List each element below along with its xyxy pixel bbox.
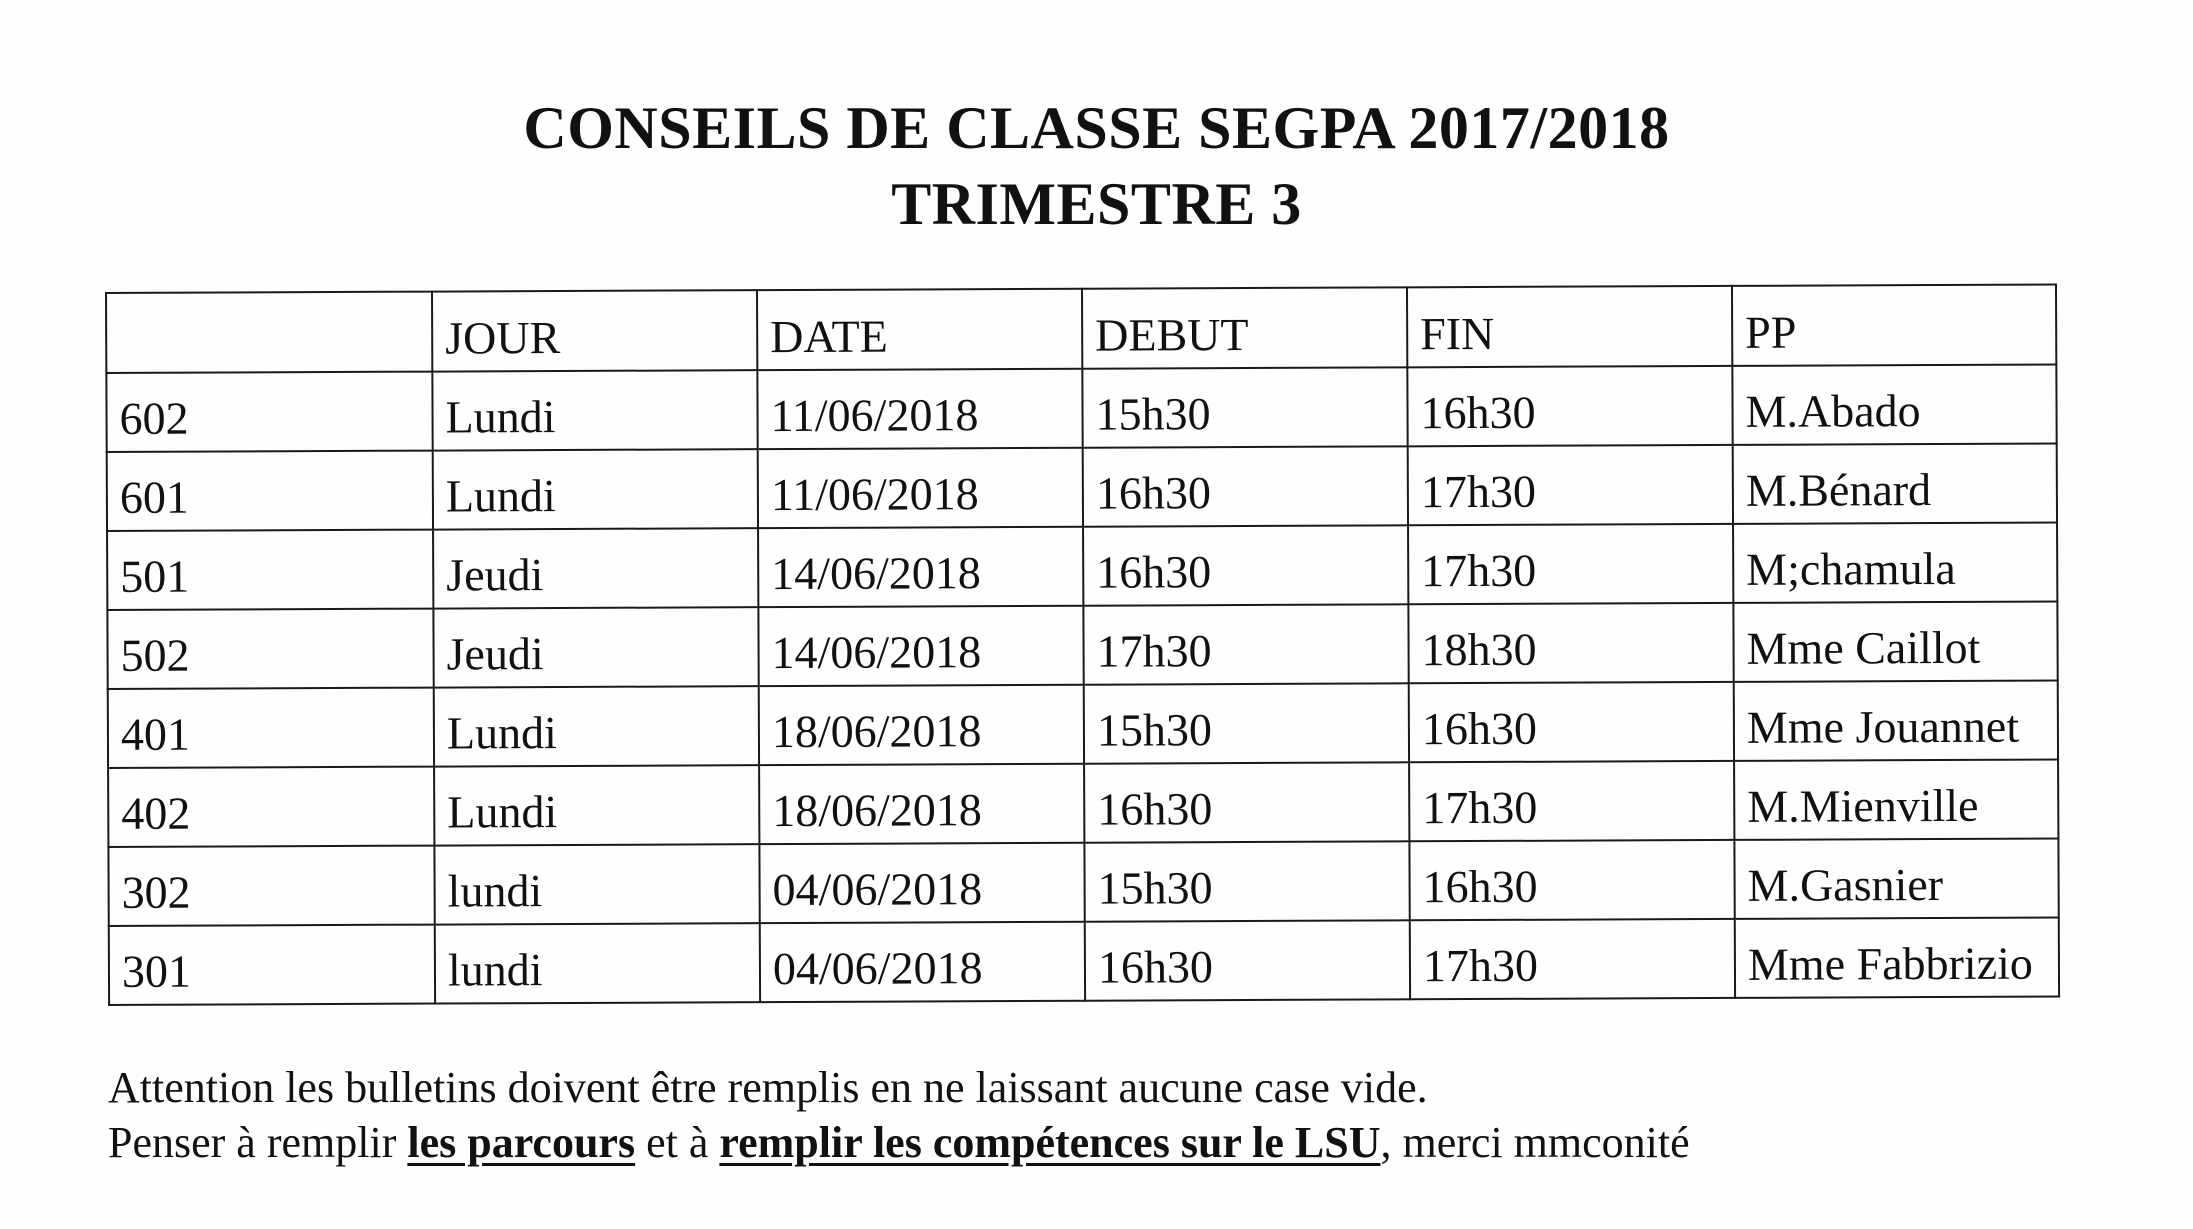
header-jour: JOUR	[432, 290, 757, 371]
cell-debut: 16h30	[1083, 446, 1408, 526]
cell-fin: 18h30	[1408, 603, 1733, 683]
cell-jour: Lundi	[432, 370, 757, 450]
cell-date: 04/06/2018	[759, 843, 1084, 923]
cell-fin: 17h30	[1410, 919, 1735, 999]
note-line-2	[108, 1117, 1690, 1168]
cell-class: 302	[108, 846, 434, 926]
cell-jour: Lundi	[434, 686, 759, 766]
cell-fin: 17h30	[1409, 761, 1734, 841]
note-text: et à	[635, 1118, 720, 1167]
cell-date: 18/06/2018	[759, 685, 1084, 765]
cell-class: 402	[108, 767, 434, 847]
cell-class: 502	[107, 609, 433, 689]
cell-debut: 16h30	[1085, 920, 1410, 1000]
cell-debut: 17h30	[1083, 604, 1408, 684]
cell-pp: Mme Jouannet	[1734, 680, 2058, 760]
cell-date: 18/06/2018	[759, 764, 1084, 844]
table-row	[109, 917, 2059, 1005]
table-row	[108, 680, 2058, 768]
cell-date: 11/06/2018	[758, 448, 1083, 528]
header-date: DATE	[757, 289, 1082, 370]
table-row	[106, 364, 2056, 452]
cell-pp: M.Gasnier	[1734, 838, 2058, 918]
note-emphasis-lsu: remplir les compétences sur le LSU	[719, 1118, 1381, 1167]
cell-class: 401	[108, 688, 434, 768]
cell-date: 14/06/2018	[758, 527, 1083, 607]
cell-jour: Jeudi	[433, 528, 758, 608]
cell-date: 14/06/2018	[758, 606, 1083, 686]
document-title	[0, 90, 2193, 242]
note-emphasis-parcours: les parcours	[407, 1118, 636, 1167]
header-debut: DEBUT	[1082, 287, 1407, 368]
cell-debut: 15h30	[1082, 367, 1407, 447]
cell-pp: M.Mienville	[1734, 759, 2058, 839]
title-line-2: TRIMESTRE 3	[891, 171, 1302, 237]
cell-debut: 16h30	[1084, 762, 1409, 842]
cell-jour: lundi	[435, 923, 760, 1003]
cell-pp: M;chamula	[1733, 522, 2057, 602]
cell-fin: 17h30	[1408, 445, 1733, 525]
cell-class: 601	[107, 451, 433, 531]
header-fin: FIN	[1407, 286, 1732, 367]
cell-pp: Mme Caillot	[1733, 601, 2057, 681]
table-row	[107, 601, 2057, 689]
schedule-table	[105, 283, 2060, 1006]
table-row	[108, 838, 2058, 926]
cell-pp: Mme Fabbrizio	[1735, 917, 2059, 997]
cell-fin: 16h30	[1409, 840, 1734, 920]
cell-fin: 17h30	[1408, 524, 1733, 604]
table-header-row	[106, 284, 2056, 373]
cell-fin: 16h30	[1407, 366, 1732, 446]
cell-jour: Jeudi	[433, 607, 758, 687]
table-row	[108, 759, 2058, 847]
header-pp: PP	[1732, 284, 2056, 365]
cell-date: 04/06/2018	[760, 922, 1085, 1002]
table-row	[107, 443, 2057, 531]
cell-jour: Lundi	[433, 449, 758, 529]
note-text: Penser à remplir	[108, 1118, 408, 1167]
cell-class: 301	[109, 925, 435, 1005]
cell-class: 602	[106, 372, 432, 452]
title-line-1: CONSEILS DE CLASSE SEGPA 2017/2018	[523, 95, 1670, 161]
cell-pp: M.Bénard	[1733, 443, 2057, 523]
cell-fin: 16h30	[1409, 682, 1734, 762]
cell-date: 11/06/2018	[757, 369, 1082, 449]
cell-debut: 15h30	[1084, 683, 1409, 763]
cell-jour: lundi	[434, 844, 759, 924]
table-row	[107, 522, 2057, 610]
header-class	[106, 292, 432, 373]
cell-jour: Lundi	[434, 765, 759, 845]
cell-debut: 15h30	[1084, 841, 1409, 921]
note-line-1: Attention les bulletins doivent être remplis en ne laissant aucune case vide.	[108, 1063, 1428, 1112]
cell-debut: 16h30	[1083, 525, 1408, 605]
cell-class: 501	[107, 530, 433, 610]
note-text: , merci mmconité	[1380, 1118, 1690, 1167]
cell-pp: M.Abado	[1732, 364, 2056, 444]
